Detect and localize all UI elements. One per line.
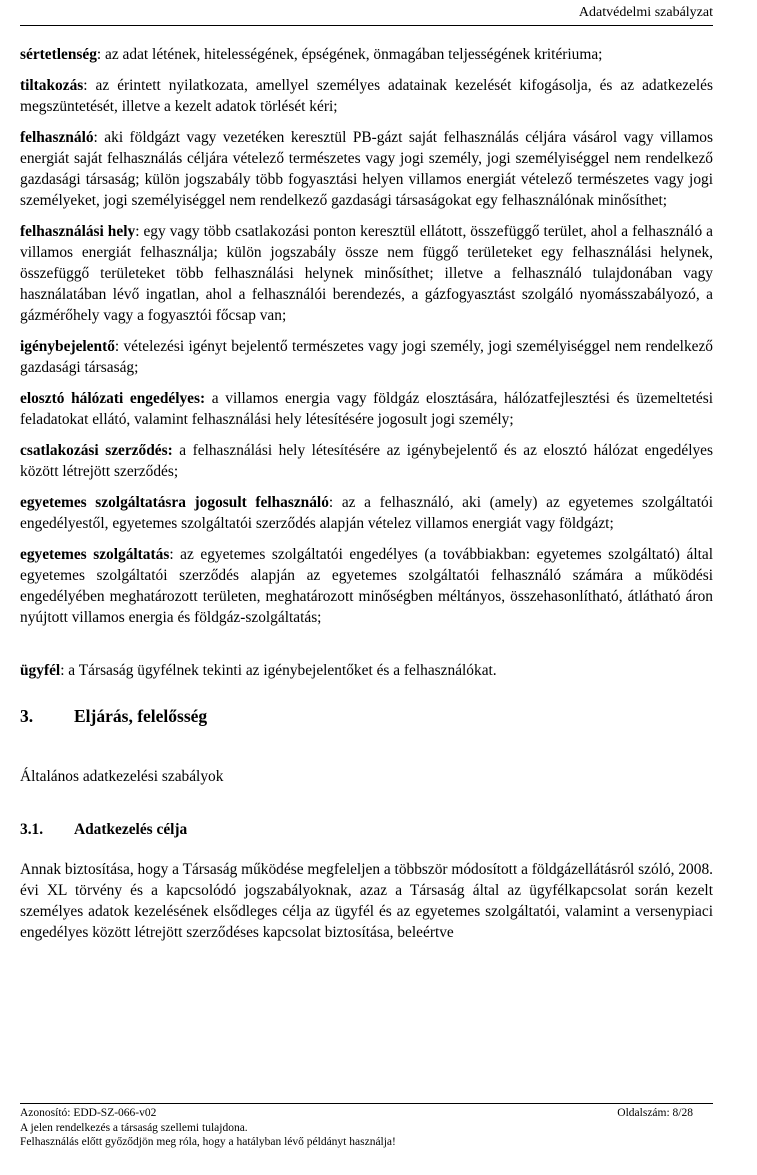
definition-item	[20, 544, 713, 628]
definition-item	[20, 336, 713, 378]
definition-text: : az adat létének, hitelességének, épségének, önmagában teljességének kritériuma;	[96, 46, 603, 63]
definition-term: felhasználási hely	[20, 223, 136, 240]
definition-text: : az egyetemes szolgáltatói engedélyes (a továbbiakban: egyetemes szolgáltató) által egyetemes szolgáltatói szerződés alapján az egyetemes szolgáltatói felhasználó számára a működési engedélyében meghatározott területen, meghatározott minőségben méltányos, összehasonlítható, átlátható áron nyújtott villamos energia és földgáz-szolgáltatás;	[20, 546, 713, 626]
definition-term: egyetemes szolgáltatásra jogosult felhasználó	[20, 494, 329, 511]
footer-validity-note: Felhasználás előtt győződjön meg róla, hogy a hatályban lévő példányt használja!	[20, 1136, 396, 1148]
definition-term: ügyfél	[20, 662, 61, 679]
definition-text: : az érintett nyilatkozata, amellyel személyes adatainak kezelését kifogásolja, és az adatkezelés megszüntetését, illetve a kezelt adatok törlését kéri;	[20, 77, 713, 115]
subsection-heading	[20, 819, 713, 840]
definition-term: felhasználó	[20, 129, 94, 146]
definition-item	[20, 75, 713, 117]
definition-item-customer	[20, 660, 713, 681]
definition-text: : vételezési igényt bejelentő természetes vagy jogi személy, jogi személyiséggel nem rendelkező gazdasági társaság;	[20, 338, 713, 376]
definition-term: igénybejelentő	[20, 338, 115, 355]
definition-item	[20, 44, 713, 65]
definition-term: elosztó hálózati engedélyes:	[20, 390, 206, 407]
page-header	[20, 0, 713, 26]
definition-term: tiltakozás	[20, 77, 84, 94]
page-number: Oldalszám: 8/28	[617, 1107, 693, 1119]
section-title: Eljárás, felelősség	[74, 706, 208, 726]
definition-item	[20, 388, 713, 430]
definition-item	[20, 492, 713, 534]
section-number: 3.	[20, 706, 34, 726]
footer-ownership-note: A jelen rendelkezés a társaság szellemi tulajdona.	[20, 1121, 248, 1134]
definition-text: : a Társaság ügyfélnek tekinti az igénybejelentőket és a felhasználókat.	[60, 662, 497, 679]
definition-text: : az a felhasználó, aki (amely) az egyetemes szolgáltatói engedélyestől, egyetemes szolgáltatói szerződés alapján vételez villamos energiát vagy földgázt;	[20, 494, 713, 532]
general-rules-heading: Általános adatkezelési szabályok	[20, 768, 224, 785]
definition-item	[20, 440, 713, 482]
definition-text: : aki földgázt vagy vezetéken keresztül PB-gázt saját felhasználás céljára vásárol vagy villamos energiát saját felhasználás céljára vételező természetes vagy jogi személy, jogi személyiséggel nem rendelkező gazdasági társaság; külön jogszabály több fogyasztási helyen villamos energiát vételező természetes vagy jogi személyeket, jogi személyiséggel nem rendelkező gazdasági társaságokat egy felhasználónak minősíthet;	[20, 129, 713, 209]
definition-item	[20, 221, 713, 326]
page-content	[20, 44, 713, 953]
body-paragraph: Annak biztosítása, hogy a Társaság működése megfeleljen a többször módosított a földgázellátásról szóló, 2008. évi XL törvény és a kapcsolódó jogszabályoknak, azaz a Társaság által az ügyfélkapcsolat során kezelt személyes adatok kezelésének elsődleges célja az ügyfél és az egyetemes szolgáltatói, valamint a versenypiaci engedélyes között létrejött szerződéses kapcsolat biztosítása, beleértve	[20, 861, 713, 941]
subsection-number: 3.1.	[20, 821, 44, 838]
section-heading	[20, 704, 713, 728]
definition-term: csatlakozási szerződés:	[20, 442, 173, 459]
subsection-title: Adatkezelés célja	[74, 821, 188, 838]
definition-text: : egy vagy több csatlakozási ponton keresztül ellátott, összefüggő terület, ahol a felhasználó a villamos energiát felhasználja; külön jogszabály össze nem függő területeket egy felhasználási helynek, összefüggő területeket több felhasználási helynek minősíthet; illetve a felhasználó tulajdonában vagy használatában lévő ingatlan, ahol a felhasználói berendezés, a gázfogyasztást szolgáló nyomásszabályozó, a gázmérőhely vagy a fogyasztói főcsap van;	[20, 223, 713, 324]
header-title: Adatvédelmi szabályzat	[578, 5, 713, 20]
page-footer	[20, 1103, 713, 1150]
document-id: Azonosító: EDD-SZ-066-v02	[20, 1107, 157, 1119]
definition-text: a villamos energia vagy földgáz elosztására, hálózatfejlesztési és üzemeltetési feladatokat ellátó, valamint felhasználási hely létesítésére jogosult jogi személy;	[20, 390, 713, 428]
definition-item	[20, 127, 713, 211]
definition-term: sértetlenség	[20, 46, 97, 63]
definition-term: egyetemes szolgáltatás	[20, 546, 170, 563]
definition-text: a felhasználási hely létesítésére az igénybejelentő és az elosztó hálózat engedélyes között létrejött szerződés;	[20, 442, 713, 480]
